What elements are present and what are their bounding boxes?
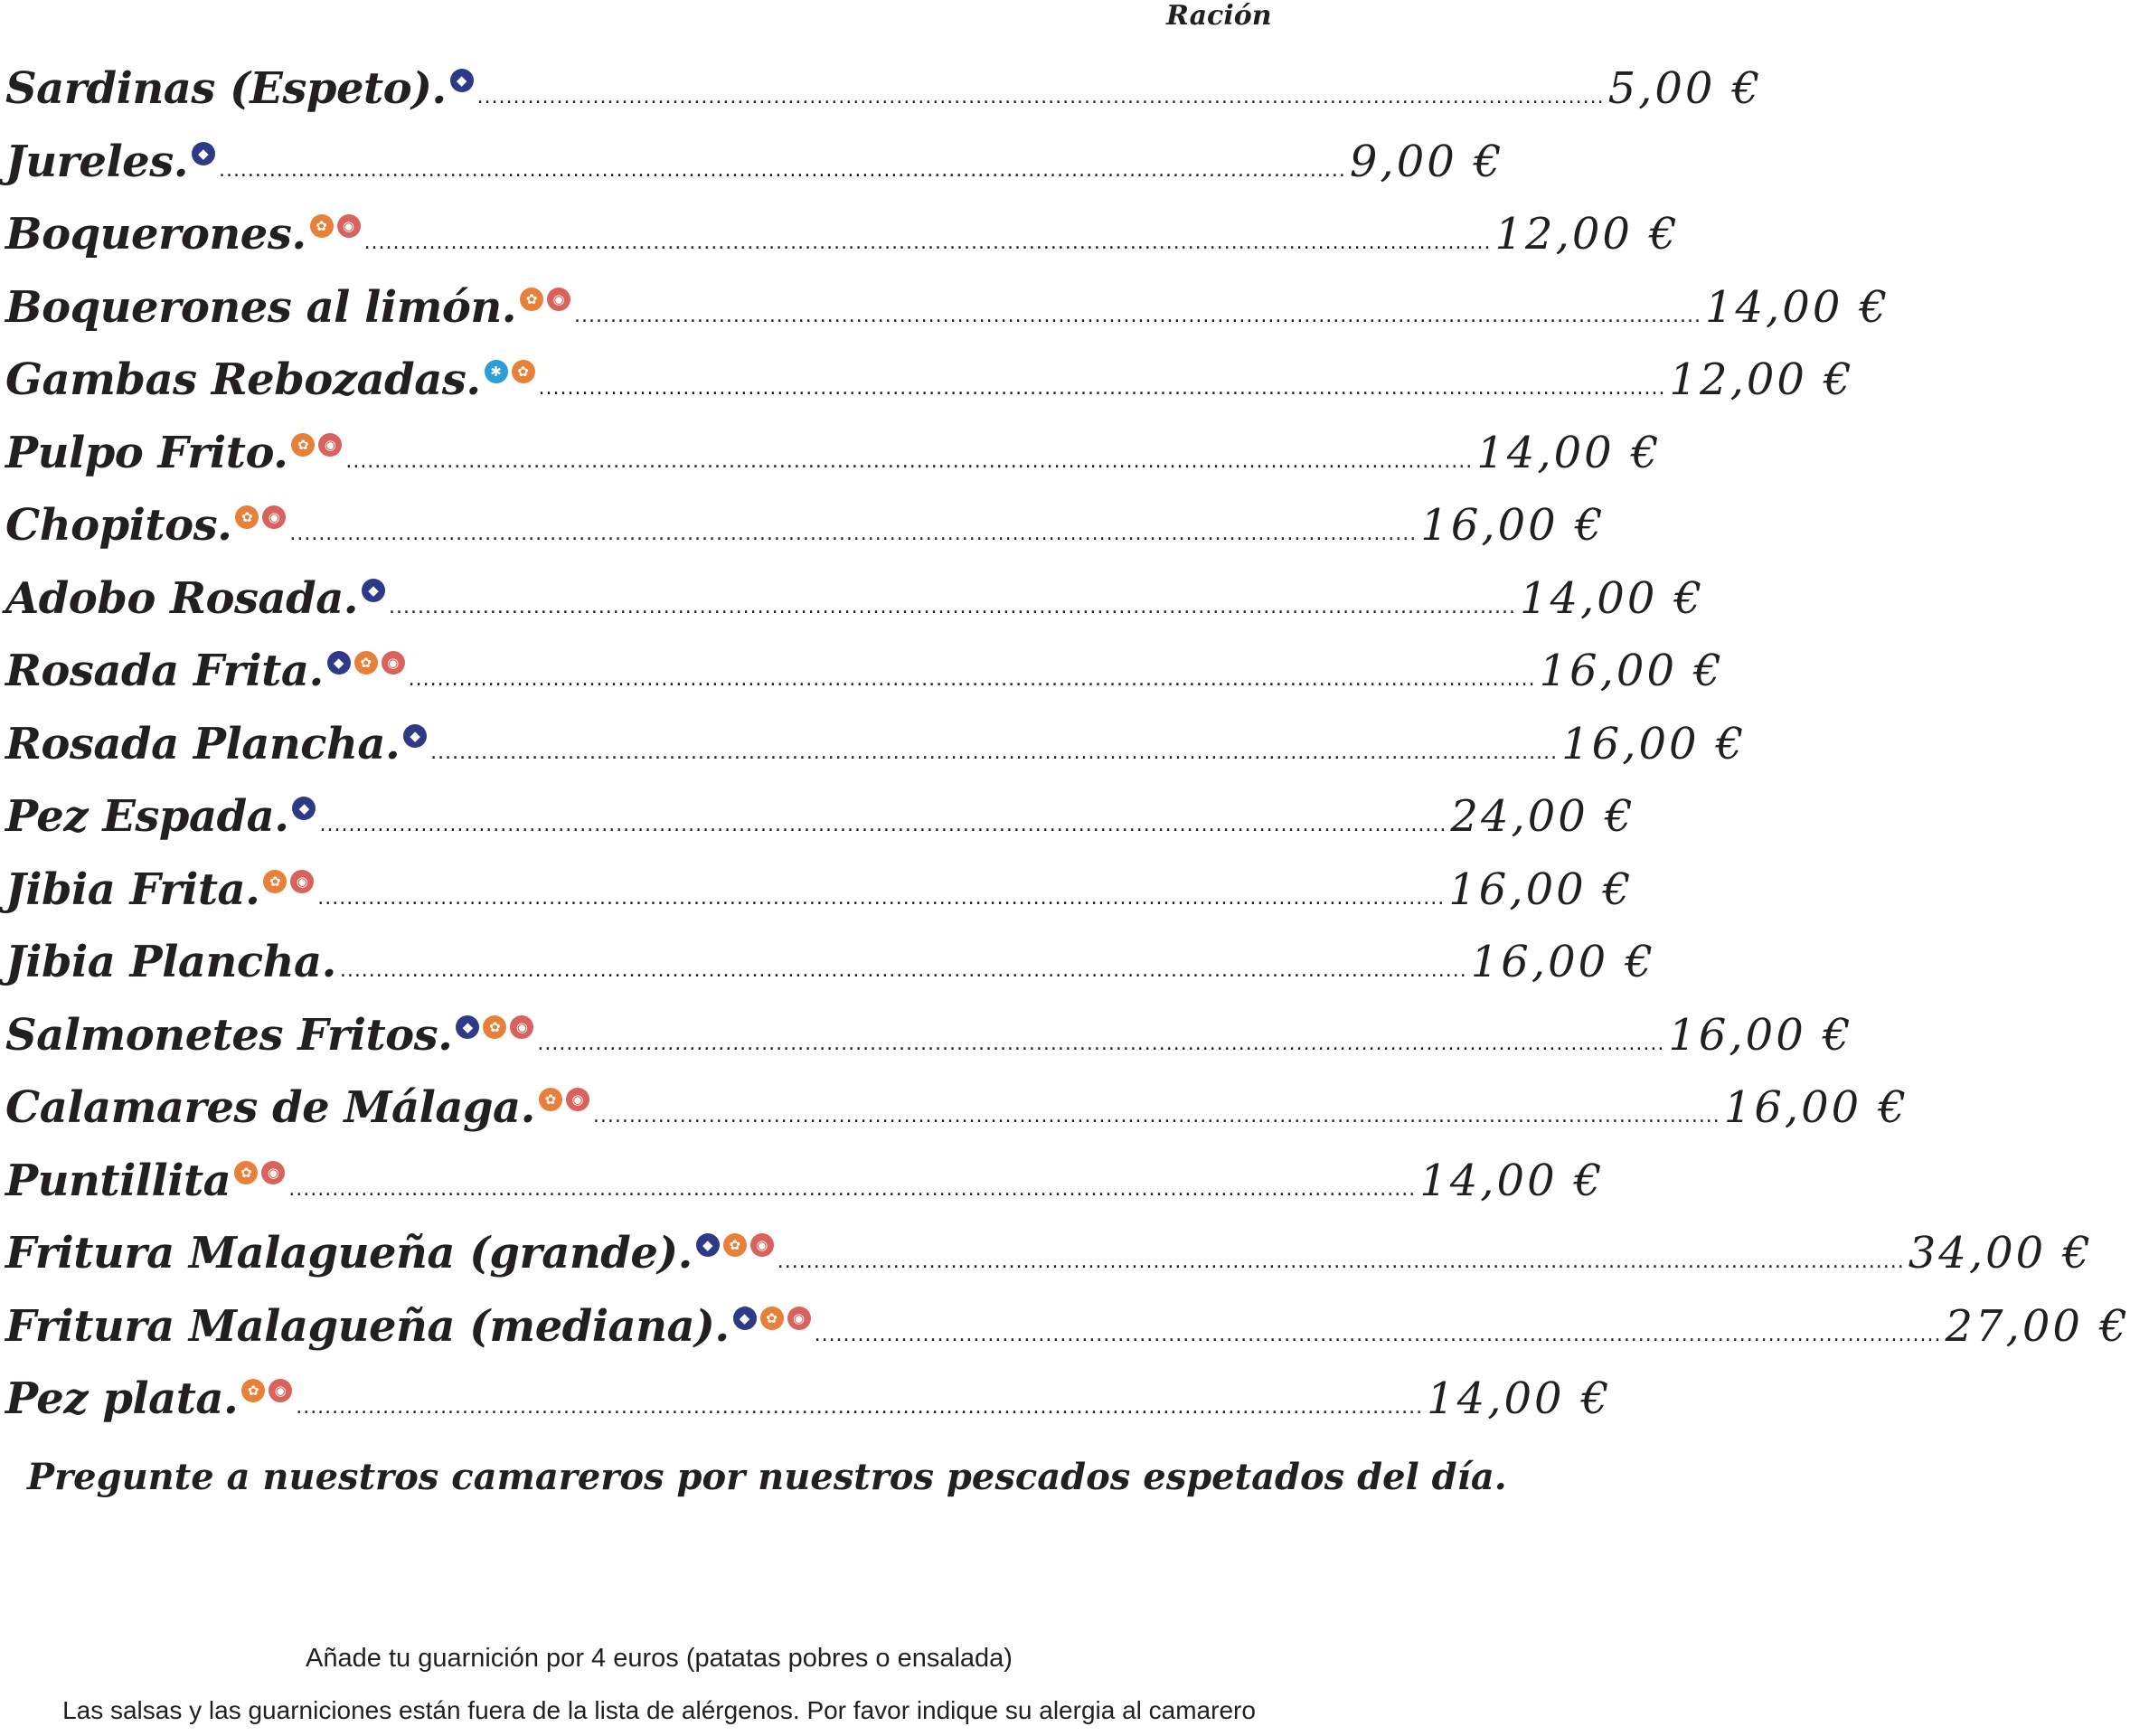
menu-item-name: Jibia Plancha. — [5, 937, 336, 987]
menu-item-price: 12,00 € — [1669, 354, 1854, 405]
menu-item-price: 16,00 € — [1470, 937, 1655, 987]
menu-item-name: Boquerones al limón. — [5, 281, 516, 333]
dot-leader: ............................................................................................................................................................ — [288, 1177, 1417, 1201]
allergen-icons — [456, 1015, 533, 1039]
menu-item-name: Pez Espada. — [5, 791, 289, 842]
daily-fish-note: Pregunte a nuestros camareros por nuestros pescados espetados del día. — [27, 1456, 1507, 1498]
menu-item-name: Rosada Frita. — [5, 646, 324, 696]
fish-icon: ◆ — [403, 724, 427, 748]
fish-icon: ◆ — [292, 797, 316, 820]
dot-leader: ............................................................................................................................................................ — [339, 959, 1467, 982]
wheat-icon: ✿ — [520, 288, 543, 311]
allergen-icons — [292, 797, 316, 820]
menu-item-row — [5, 281, 1890, 355]
menu-item-row — [5, 646, 1724, 719]
menu-item-name: Pez plata. — [5, 1373, 239, 1424]
menu-item-price: 16,00 € — [1723, 1082, 1909, 1133]
menu-item-name: Chopitos. — [5, 500, 232, 551]
shell-icon: ◉ — [382, 651, 405, 675]
dot-leader: ............................................................................................................................................................ — [574, 304, 1701, 327]
menu-item-row — [5, 1300, 2130, 1374]
allergen-icons — [263, 870, 314, 893]
menu-item-row — [5, 136, 1504, 210]
menu-item-price: 12,00 € — [1494, 209, 1680, 259]
menu-item-row — [5, 354, 1854, 428]
menu-list — [5, 63, 2130, 1447]
menu-item-price: 14,00 € — [1704, 281, 1890, 333]
menu-item-price: 16,00 € — [1420, 500, 1606, 551]
allergen-icons — [327, 651, 405, 675]
portion-column-header: Ración — [1166, 0, 1272, 32]
menu-item-name: Calamares de Málaga. — [5, 1082, 535, 1133]
wheat-icon: ✿ — [512, 360, 535, 383]
menu-item-row — [5, 63, 1763, 137]
wheat-icon: ✿ — [539, 1088, 562, 1111]
shell-icon: ◉ — [566, 1088, 589, 1111]
menu-item-name: Jibia Frita. — [5, 863, 260, 915]
menu-item-price: 9,00 € — [1349, 136, 1504, 187]
allergen-icons — [485, 360, 535, 383]
fish-icon: ◆ — [192, 142, 215, 165]
allergen-icons — [235, 505, 286, 529]
menu-item-row — [5, 1373, 1612, 1447]
menu-item-price: 34,00 € — [1908, 1228, 2093, 1278]
menu-item-name: Fritura Malagueña (grande). — [5, 1228, 693, 1278]
fish-icon: ◆ — [327, 651, 351, 675]
menu-item-name: Fritura Malagueña (mediana). — [5, 1300, 730, 1352]
crab-icon: ✱ — [485, 360, 508, 383]
menu-item-row — [5, 937, 1655, 1010]
wheat-icon: ✿ — [234, 1161, 258, 1184]
garnish-note: Añade tu guarnición por 4 euros (patatas pobres o ensalada) — [306, 1644, 1013, 1673]
shell-icon: ◉ — [290, 870, 314, 893]
menu-item-price: 24,00 € — [1450, 791, 1635, 842]
dot-leader: ............................................................................................................................................................ — [319, 814, 1447, 836]
shell-icon: ◉ — [318, 433, 342, 457]
allergen-icons — [696, 1233, 774, 1257]
dot-leader: ............................................................................................................................................................ — [389, 595, 1516, 618]
allergen-icons — [403, 724, 427, 748]
dot-leader: ............................................................................................................................................................ — [345, 449, 1474, 473]
menu-item-price: 16,00 € — [1448, 863, 1634, 915]
shell-icon: ◉ — [547, 288, 570, 311]
shell-icon: ◉ — [750, 1233, 774, 1257]
allergen-disclaimer: Las salsas y las guarniciones están fuera de la lista de alérgenos. Por favor indique su alergia al camarero — [62, 1696, 1256, 1724]
menu-item-name: Jureles. — [5, 136, 188, 187]
dot-leader: ............................................................................................................................................................ — [476, 86, 1605, 108]
menu-item-row — [5, 427, 1662, 501]
shell-icon: ◉ — [337, 214, 361, 238]
allergen-icons — [450, 69, 474, 92]
shell-icon: ◉ — [261, 1161, 285, 1184]
menu-item-row — [5, 1228, 2093, 1301]
menu-item-row — [5, 1155, 1605, 1229]
dot-leader: ............................................................................................................................................................ — [777, 1250, 1905, 1273]
dot-leader: ............................................................................................................................................................ — [317, 886, 1446, 910]
menu-item-price: 27,00 € — [1945, 1300, 2130, 1352]
shell-icon: ◉ — [262, 505, 286, 529]
dot-leader: ............................................................................................................................................................ — [537, 1032, 1665, 1055]
menu-item-row — [5, 791, 1635, 864]
wheat-icon: ✿ — [263, 870, 287, 893]
wheat-icon: ✿ — [291, 433, 315, 457]
menu-item-name: Sardinas (Espeto). — [5, 63, 447, 114]
dot-leader: ............................................................................................................................................................ — [814, 1323, 1942, 1346]
allergen-icons — [241, 1379, 292, 1402]
fish-icon: ◆ — [696, 1233, 720, 1257]
dot-leader: ............................................................................................................................................................ — [538, 377, 1666, 400]
dot-leader: ............................................................................................................................................................ — [408, 668, 1536, 691]
shell-icon: ◉ — [510, 1015, 533, 1039]
dot-leader: ............................................................................................................................................................ — [218, 158, 1346, 182]
menu-item-row — [5, 572, 1705, 646]
wheat-icon: ✿ — [241, 1379, 265, 1402]
allergen-icons — [733, 1307, 811, 1330]
allergen-icons — [520, 288, 570, 311]
dot-leader: ............................................................................................................................................................ — [296, 1396, 1424, 1419]
fish-icon: ◆ — [733, 1307, 757, 1330]
dot-leader: ............................................................................................................................................................ — [430, 741, 1559, 764]
fish-icon: ◆ — [456, 1015, 479, 1039]
dot-leader: ............................................................................................................................................................ — [363, 231, 1492, 254]
wheat-icon: ✿ — [354, 651, 378, 675]
wheat-icon: ✿ — [235, 505, 259, 529]
menu-item-price: 14,00 € — [1519, 572, 1705, 624]
wheat-icon: ✿ — [310, 214, 334, 238]
shell-icon: ◉ — [787, 1307, 811, 1330]
allergen-icons — [291, 433, 342, 457]
shell-icon: ◉ — [269, 1379, 292, 1402]
menu-item-row — [5, 500, 1606, 573]
menu-item-name: Rosada Plancha. — [5, 718, 401, 769]
allergen-icons — [362, 579, 385, 602]
menu-item-row — [5, 209, 1680, 282]
menu-item-name: Gambas Rebozadas. — [5, 354, 481, 405]
fish-icon: ◆ — [362, 579, 385, 602]
allergen-icons — [539, 1088, 589, 1111]
wheat-icon: ✿ — [723, 1233, 747, 1257]
menu-item-price: 5,00 € — [1607, 63, 1763, 114]
allergen-icons — [234, 1161, 285, 1184]
menu-item-price: 16,00 € — [1539, 646, 1724, 696]
menu-item-name: Boquerones. — [5, 209, 306, 259]
menu-item-price: 14,00 € — [1476, 427, 1662, 478]
menu-item-row — [5, 718, 1747, 792]
dot-leader: ............................................................................................................................................................ — [289, 523, 1418, 545]
menu-item-name: Salmonetes Fritos. — [5, 1009, 453, 1061]
wheat-icon: ✿ — [483, 1015, 506, 1039]
menu-item-row — [5, 1009, 1853, 1083]
allergen-icons — [310, 214, 361, 238]
dot-leader: ............................................................................................................................................................ — [592, 1105, 1720, 1127]
wheat-icon: ✿ — [760, 1307, 784, 1330]
menu-item-name: Pulpo Frito. — [5, 427, 288, 478]
menu-item-price: 16,00 € — [1668, 1009, 1853, 1061]
menu-item-name: Adobo Rosada. — [5, 572, 359, 624]
menu-item-price: 16,00 € — [1561, 718, 1747, 769]
fish-icon: ◆ — [450, 69, 474, 92]
menu-item-row — [5, 1082, 1909, 1156]
menu-item-row — [5, 863, 1634, 938]
menu-item-name: Puntillita — [5, 1155, 231, 1206]
menu-item-price: 14,00 € — [1427, 1373, 1612, 1424]
menu-item-price: 14,00 € — [1419, 1155, 1605, 1206]
allergen-icons — [192, 142, 215, 165]
